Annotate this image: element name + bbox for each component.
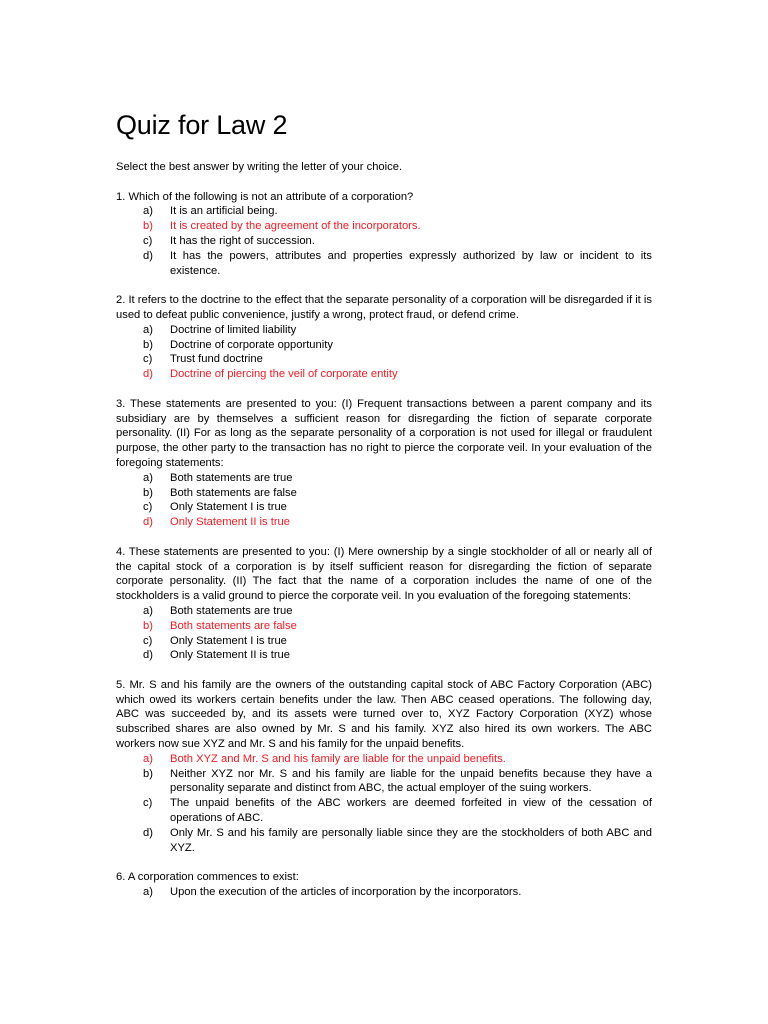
option-text: Trust fund doctrine xyxy=(170,353,263,366)
option-letter: a) xyxy=(143,323,153,336)
option-text: Only Mr. S and his family are personally liable since they are the stockholders of both ABC and XYZ. xyxy=(170,826,652,854)
option-letter: c) xyxy=(143,797,153,810)
question-3 xyxy=(116,397,652,530)
option-text: Doctrine of limited liability xyxy=(170,323,297,336)
option-letter: c) xyxy=(143,501,153,514)
option-letter: a) xyxy=(143,752,153,765)
option-text: Both statements are false xyxy=(170,486,297,499)
option-text: Upon the execution of the articles of incorporation by the incorporators. xyxy=(170,886,522,899)
question-stem: 2. It refers to the doctrine to the effect that the separate personality of a corporation will be disregarded if it is used to defeat public convenience, justify a wrong, protect fraud, or defend crime. xyxy=(116,294,652,321)
answer-option xyxy=(116,249,652,279)
answer-option xyxy=(116,338,652,353)
option-letter: c) xyxy=(143,353,153,366)
question-stem: 6. A corporation commences to exist: xyxy=(116,871,299,884)
option-text: It has the right of succession. xyxy=(170,234,315,247)
option-text: It is created by the agreement of the incorporators. xyxy=(170,220,421,233)
answer-option-highlighted xyxy=(116,515,652,530)
option-text: Both statements are true xyxy=(170,471,293,484)
question-stem: 4. These statements are presented to you: (I) Mere ownership by a single stockholder of all or nearly all of the capital stock of a corporation is by itself sufficient reason for disregarding the fiction of separate corporate personality. (II) The fact that the name of a corporation includes the name of one of the stockholders is a valid ground to pierce the corporate veil. In you evaluation of the foregoing statements: xyxy=(116,545,652,603)
option-letter: d) xyxy=(143,826,153,839)
answer-option xyxy=(116,604,652,619)
option-text: Only Statement I is true xyxy=(170,501,287,514)
answer-option xyxy=(116,352,652,367)
option-letter: c) xyxy=(143,634,153,647)
question-2 xyxy=(116,293,652,382)
answer-option-highlighted xyxy=(116,219,652,234)
answer-option xyxy=(116,648,652,663)
option-text: Only Statement II is true xyxy=(170,516,291,529)
answer-option xyxy=(116,204,652,219)
option-text: Both statements are false xyxy=(170,619,297,632)
question-list xyxy=(116,190,652,900)
option-letter: d) xyxy=(143,249,153,262)
answer-option xyxy=(116,486,652,501)
answer-option xyxy=(116,826,652,856)
option-letter: b) xyxy=(143,767,153,780)
option-letter: a) xyxy=(143,604,153,617)
page-title: Quiz for Law 2 xyxy=(116,110,288,140)
option-letter: d) xyxy=(143,368,153,381)
option-text: It has the powers, attributes and properties expressly authorized by law or incident to its existence. xyxy=(170,249,652,277)
question-4 xyxy=(116,545,652,663)
option-letter: a) xyxy=(143,886,153,899)
answer-option xyxy=(116,471,652,486)
option-text: Doctrine of piercing the veil of corporate entity xyxy=(170,368,398,381)
question-6 xyxy=(116,870,652,900)
answer-option-highlighted xyxy=(116,619,652,634)
option-letter: c) xyxy=(143,234,153,247)
answer-option xyxy=(116,796,652,826)
option-text: Only Statement II is true xyxy=(170,649,291,662)
instructions: Select the best answer by writing the letter of your choice. xyxy=(116,161,403,173)
question-5 xyxy=(116,678,652,856)
answer-option xyxy=(116,500,652,515)
option-letter: a) xyxy=(143,205,153,218)
answer-option xyxy=(116,767,652,797)
quiz-body xyxy=(116,160,652,915)
option-letter: a) xyxy=(143,471,153,484)
question-stem: 5. Mr. S and his family are the owners of the outstanding capital stock of ABC Factory Corporation (ABC) which owed its workers certain benefits under the law. Then ABC ceased operations. The following day, ABC was succeeded by, and its assets were turned over to, XYZ Factory Corporation (XYZ) whose subscribed shares are also owned by Mr. S and his family. XYZ also hired its own workers. The ABC workers now sue XYZ and Mr. S and his family for the unpaid benefits. xyxy=(116,678,652,751)
option-text: Only Statement I is true xyxy=(170,634,287,647)
option-text: Both XYZ and Mr. S and his family are liable for the unpaid benefits. xyxy=(170,752,506,765)
option-text: The unpaid benefits of the ABC workers are deemed forfeited in view of the cessation of operations of ABC. xyxy=(170,797,652,825)
option-letter: b) xyxy=(143,619,153,632)
option-text: Neither XYZ nor Mr. S and his family are liable for the unpaid benefits because they have a personality separate and distinct from ABC, the actual employer of the suing workers. xyxy=(170,767,652,795)
answer-option xyxy=(116,634,652,649)
answer-option-highlighted xyxy=(116,367,652,382)
answer-option-highlighted xyxy=(116,752,652,767)
answer-option xyxy=(116,234,652,249)
option-letter: b) xyxy=(143,338,153,351)
answer-option xyxy=(116,885,652,900)
answer-option xyxy=(116,323,652,338)
question-1 xyxy=(116,190,652,279)
option-text: Doctrine of corporate opportunity xyxy=(170,338,333,351)
question-stem: 1. Which of the following is not an attribute of a corporation? xyxy=(116,190,414,203)
option-letter: d) xyxy=(143,516,153,529)
option-text: Both statements are true xyxy=(170,604,293,617)
option-letter: b) xyxy=(143,486,153,499)
question-stem: 3. These statements are presented to you: (I) Frequent transactions between a parent company and its subsidiary are by themselves a sufficient reason for disregarding the fiction of separate corporate personality. (II) For as long as the separate personality of a corporation is not used for illegal or fraudulent purpose, the other party to the transaction has no right to pierce the corporate veil. In your evaluation of the foregoing statements: xyxy=(116,397,652,469)
option-letter: b) xyxy=(143,220,153,233)
option-text: It is an artificial being. xyxy=(170,205,278,218)
option-letter: d) xyxy=(143,649,153,662)
